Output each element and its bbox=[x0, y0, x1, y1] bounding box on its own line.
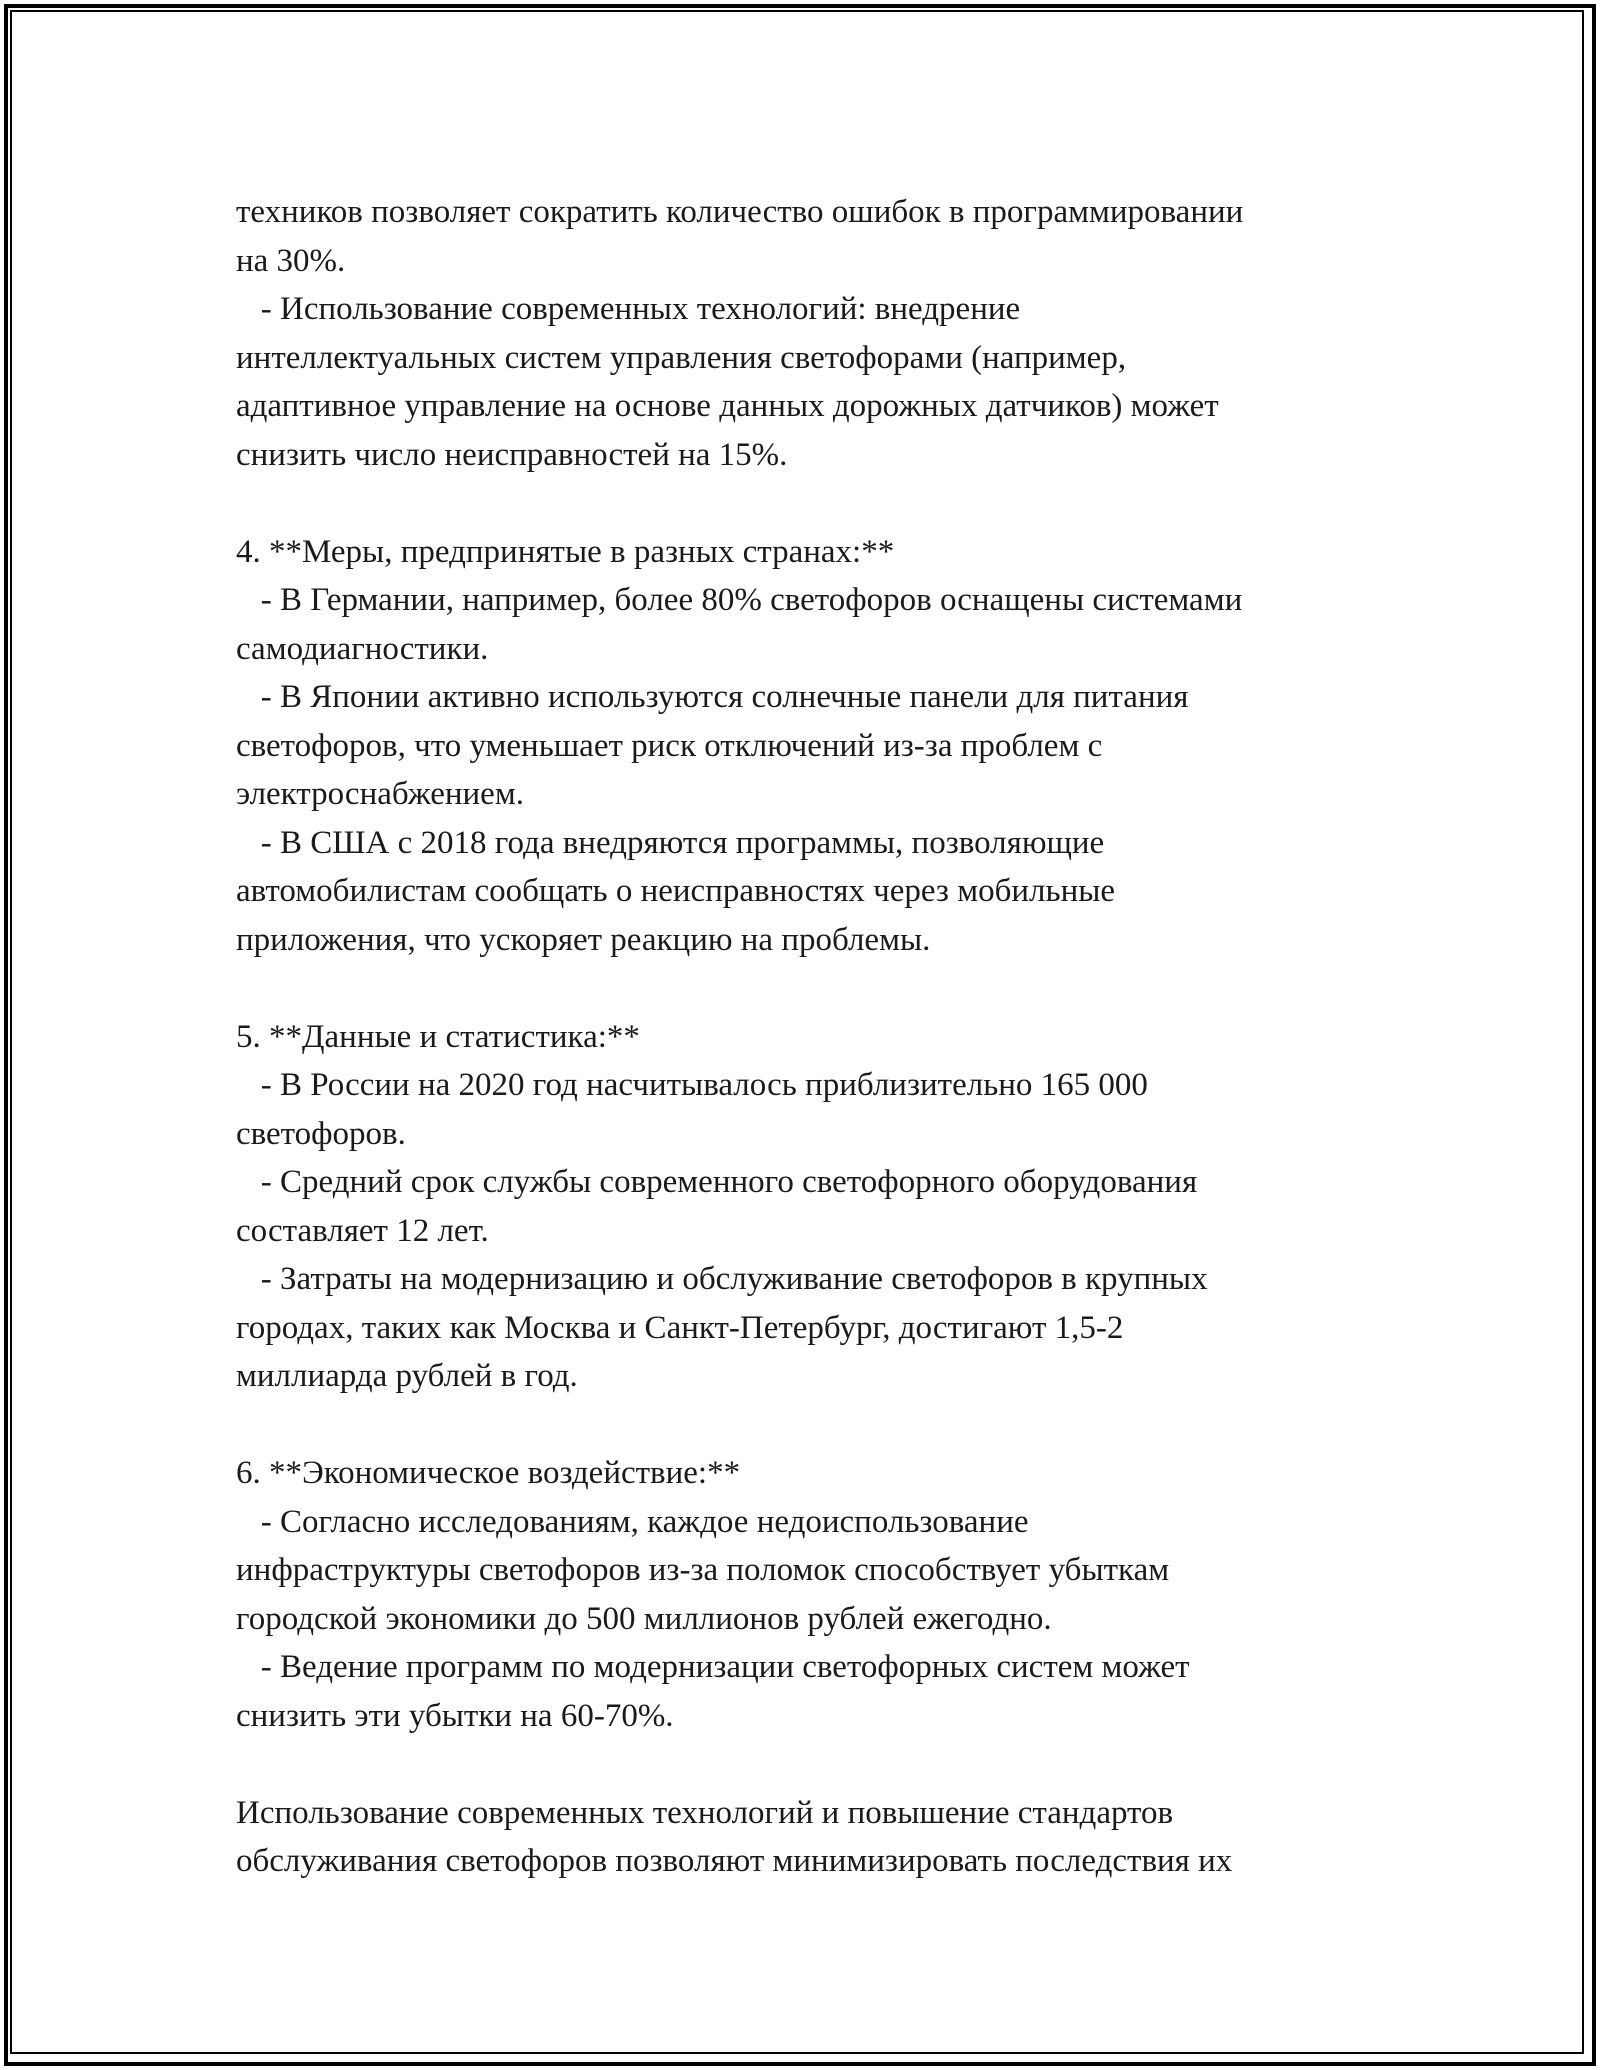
text-line: самодиагностики. bbox=[236, 630, 489, 667]
text-line: составляет 12 лет. bbox=[236, 1212, 489, 1249]
text-line: приложения, что ускоряет реакцию на проблемы. bbox=[236, 921, 931, 958]
text-line: - В Германии, например, более 80% светофоров оснащены системами bbox=[236, 582, 1243, 618]
document-body bbox=[236, 188, 1416, 1886]
text-line: - В России на 2020 год насчитывалось приблизительно 165 000 bbox=[236, 1067, 1148, 1103]
text-line: снизить эти убытки на 60-70%. bbox=[236, 1697, 674, 1734]
section-heading: 5. **Данные и статистика:** bbox=[236, 1018, 640, 1055]
text-line: светофоров. bbox=[236, 1115, 406, 1152]
text-line: адаптивное управление на основе данных дорожных датчиков) может bbox=[236, 388, 1219, 424]
text-line: городской экономики до 500 миллионов рублей ежегодно. bbox=[236, 1600, 1052, 1637]
text-line: - Средний срок службы современного светофорного оборудования bbox=[236, 1164, 1198, 1200]
text-line: - В США с 2018 года внедряются программы, позволяющие bbox=[236, 824, 1105, 861]
text-line: инфраструктуры светофоров из-за поломок способствует убыткам bbox=[236, 1552, 1170, 1588]
text-line: интеллектуальных систем управления светофорами (например, bbox=[236, 339, 1127, 376]
text-line: - Ведение программ по модернизации светофорных систем может bbox=[236, 1649, 1190, 1685]
text-line: - Согласно исследованиям, каждое недоиспользование bbox=[236, 1503, 1029, 1540]
section-heading: 4. **Меры, предпринятые в разных странах:** bbox=[236, 533, 895, 570]
blank-line bbox=[236, 964, 1416, 1013]
text-line: - В Японии активно используются солнечные панели для питания bbox=[236, 679, 1189, 715]
text-line: миллиарда рублей в год. bbox=[236, 1358, 578, 1394]
blank-line bbox=[236, 479, 1416, 528]
text-line: - Затраты на модернизацию и обслуживание светофоров в крупных bbox=[236, 1261, 1208, 1297]
text-line: на 30%. bbox=[236, 242, 346, 279]
text-line: - Использование современных технологий: внедрение bbox=[236, 291, 1021, 327]
text-line: автомобилистам сообщать о неисправностях через мобильные bbox=[236, 873, 1116, 909]
text-line: Использование современных технологий и повышение стандартов bbox=[236, 1794, 1174, 1831]
text-line: электроснабжением. bbox=[236, 776, 524, 812]
text-line: светофоров, что уменьшает риск отключений из-за проблем с bbox=[236, 727, 1103, 764]
text-line: обслуживания светофоров позволяют минимизировать последствия их bbox=[236, 1843, 1233, 1879]
text-line: техников позволяет сократить количество ошибок в программировании bbox=[236, 194, 1244, 230]
blank-line bbox=[236, 1401, 1416, 1450]
text-line: снизить число неисправностей на 15%. bbox=[236, 436, 788, 473]
blank-line bbox=[236, 1740, 1416, 1789]
section-heading: 6. **Экономическое воздействие:** bbox=[236, 1455, 741, 1491]
text-line: городах, таких как Москва и Санкт-Петербург, достигают 1,5-2 bbox=[236, 1309, 1124, 1346]
